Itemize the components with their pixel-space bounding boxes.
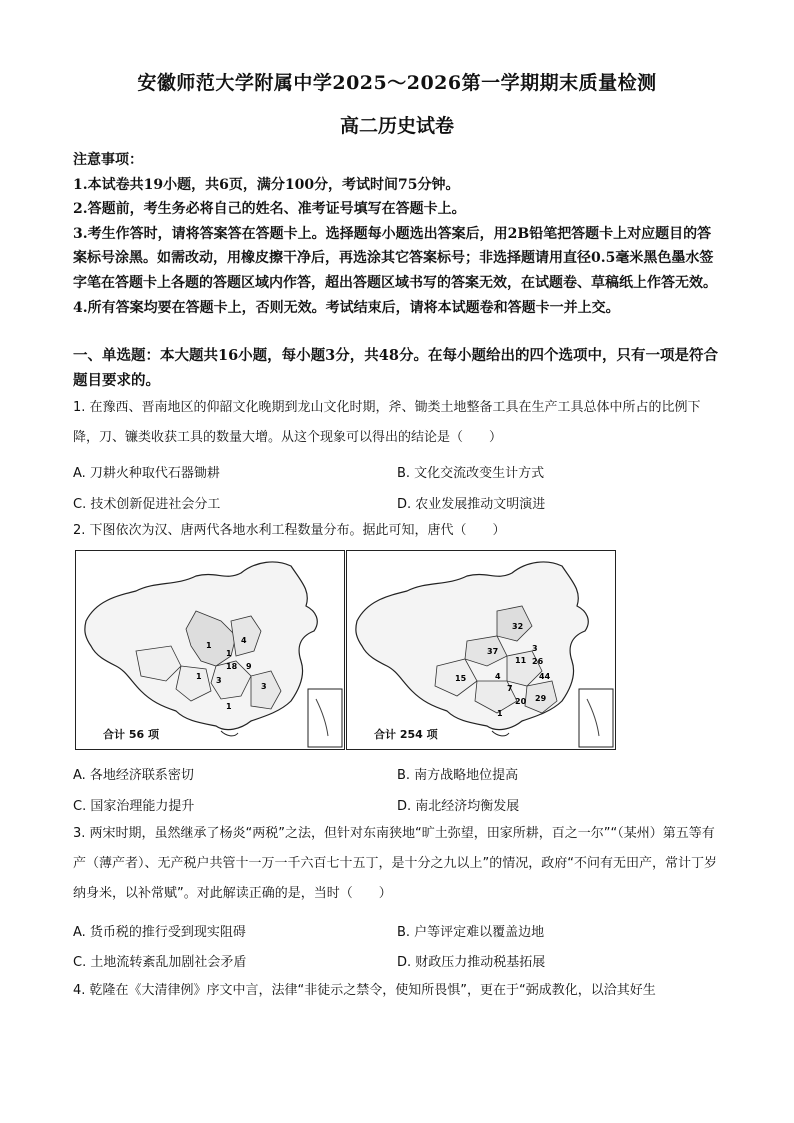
note-item: 3.考生作答时，请将答案答在答题卡上。选择题每小题选出答案后，用2B铅笔把答题卡上对应题目的答案标号涂黑。如需改动，用橡皮擦干净后，再选涂其它答案标号；非选择题请用直径0.5毫米黑色墨水签字笔在答题卡上各题的答题区域内作答，超出答题区域书写的答案无效，在试题卷、草稿纸上作答无效。 [73, 225, 717, 291]
notes-heading: 注意事项： [73, 152, 143, 168]
question-1-option-c[interactable]: C. 技术创新促进社会分工 [73, 497, 221, 512]
map-number: 3 [261, 682, 267, 691]
map-number: 37 [487, 647, 499, 656]
map-number: 1 [196, 672, 202, 681]
map-number: 32 [512, 622, 524, 631]
map-number: 26 [532, 657, 544, 666]
exam-subtitle: 高二历史试卷 [339, 115, 454, 137]
question-3-option-b[interactable]: B. 户等评定难以覆盖边地 [397, 925, 545, 940]
question-3-stem: 3. 两宋时期，虽然继承了杨炎“两税”之法，但针对东南狭地“旷土弥望，田家所耕，百之一尔”“（某州）第五等有产（薄产者）、无产税户共管十一万一千六百七十五丁，是十分之九以上”的情况，政府“不问有无田产，常计丁岁纳身米，以补常赋”。对此解读正确的是，当时（ ） [73, 826, 717, 901]
section-heading: 一、单选题：本大题共16小题，每小题3分，共48分。在每小题给出的四个选项中，只有一项是符合题目要求的。 [73, 347, 718, 389]
question-1-stem: 1. 在豫西、晋南地区的仰韶文化晚期到龙山文化时期，斧、锄类土地整备工具在生产工具总体中所占的比例下降，刀、镰类收获工具的数量大增。从这个现象可以得出的结论是（ ） [73, 400, 701, 445]
map-number: 11 [515, 656, 527, 665]
question-1-option-d[interactable]: D. 农业发展推动文明演进 [397, 497, 546, 512]
note-item: 1.本试卷共19小题，共6页，满分100分，考试时间75分钟。 [73, 176, 460, 193]
map-number: 7 [507, 684, 513, 693]
map-number: 44 [539, 672, 551, 681]
water-projects-maps [75, 550, 616, 750]
question-2-option-c[interactable]: C. 国家治理能力提升 [73, 799, 195, 814]
question-3-option-d[interactable]: D. 财政压力推动税基拓展 [397, 955, 546, 970]
question-3-option-c[interactable]: C. 土地流转紊乱加剧社会矛盾 [73, 955, 247, 970]
map-number: 18 [226, 662, 238, 671]
question-4-stem: 4. 乾隆在《大清律例》序文中言，法律“非徒示之禁令，使知所畏惧”，更在于“弼成教化，以洽其好生 [73, 983, 656, 998]
han-dynasty-map [75, 550, 345, 750]
exam-title: 安徽师范大学附属中学2025～2026第一学期期末质量检测 [137, 72, 657, 94]
han-map-total: 合计 56 项 [103, 728, 159, 741]
map-number: 1 [497, 709, 503, 718]
map-number: 9 [246, 662, 252, 671]
question-1-option-b[interactable]: B. 文化交流改变生计方式 [397, 466, 545, 481]
map-number: 1 [226, 649, 232, 658]
map-number: 15 [455, 674, 467, 683]
map-number: 3 [216, 676, 222, 685]
map-number: 29 [535, 694, 547, 703]
map-number: 4 [241, 636, 247, 645]
note-item: 2.答题前，考生务必将自己的姓名、准考证号填写在答题卡上。 [73, 201, 466, 218]
tang-map-total: 合计 254 项 [374, 728, 438, 741]
tang-map-graphic [347, 551, 615, 749]
question-1-option-a[interactable]: A. 刀耕火种取代石器锄耕 [73, 466, 220, 481]
map-number: 1 [206, 641, 212, 650]
question-2-option-b[interactable]: B. 南方战略地位提高 [397, 768, 519, 783]
question-3-option-a[interactable]: A. 货币税的推行受到现实阻碍 [73, 925, 246, 940]
question-2-stem: 2. 下图依次为汉、唐两代各地水利工程数量分布。据此可知，唐代（ ） [73, 523, 506, 538]
notes-block [73, 148, 723, 320]
han-map-graphic [76, 551, 344, 749]
map-number: 3 [532, 644, 538, 653]
map-number: 20 [515, 697, 527, 706]
map-number: 4 [495, 672, 501, 681]
tang-dynasty-map [346, 550, 616, 750]
note-item: 4.所有答案均要在答题卡上，否则无效。考试结束后，请将本试题卷和答题卡一并上交。 [73, 299, 620, 316]
question-2-option-a[interactable]: A. 各地经济联系密切 [73, 768, 194, 783]
map-number: 1 [226, 702, 232, 711]
question-2-option-d[interactable]: D. 南北经济均衡发展 [397, 799, 520, 814]
